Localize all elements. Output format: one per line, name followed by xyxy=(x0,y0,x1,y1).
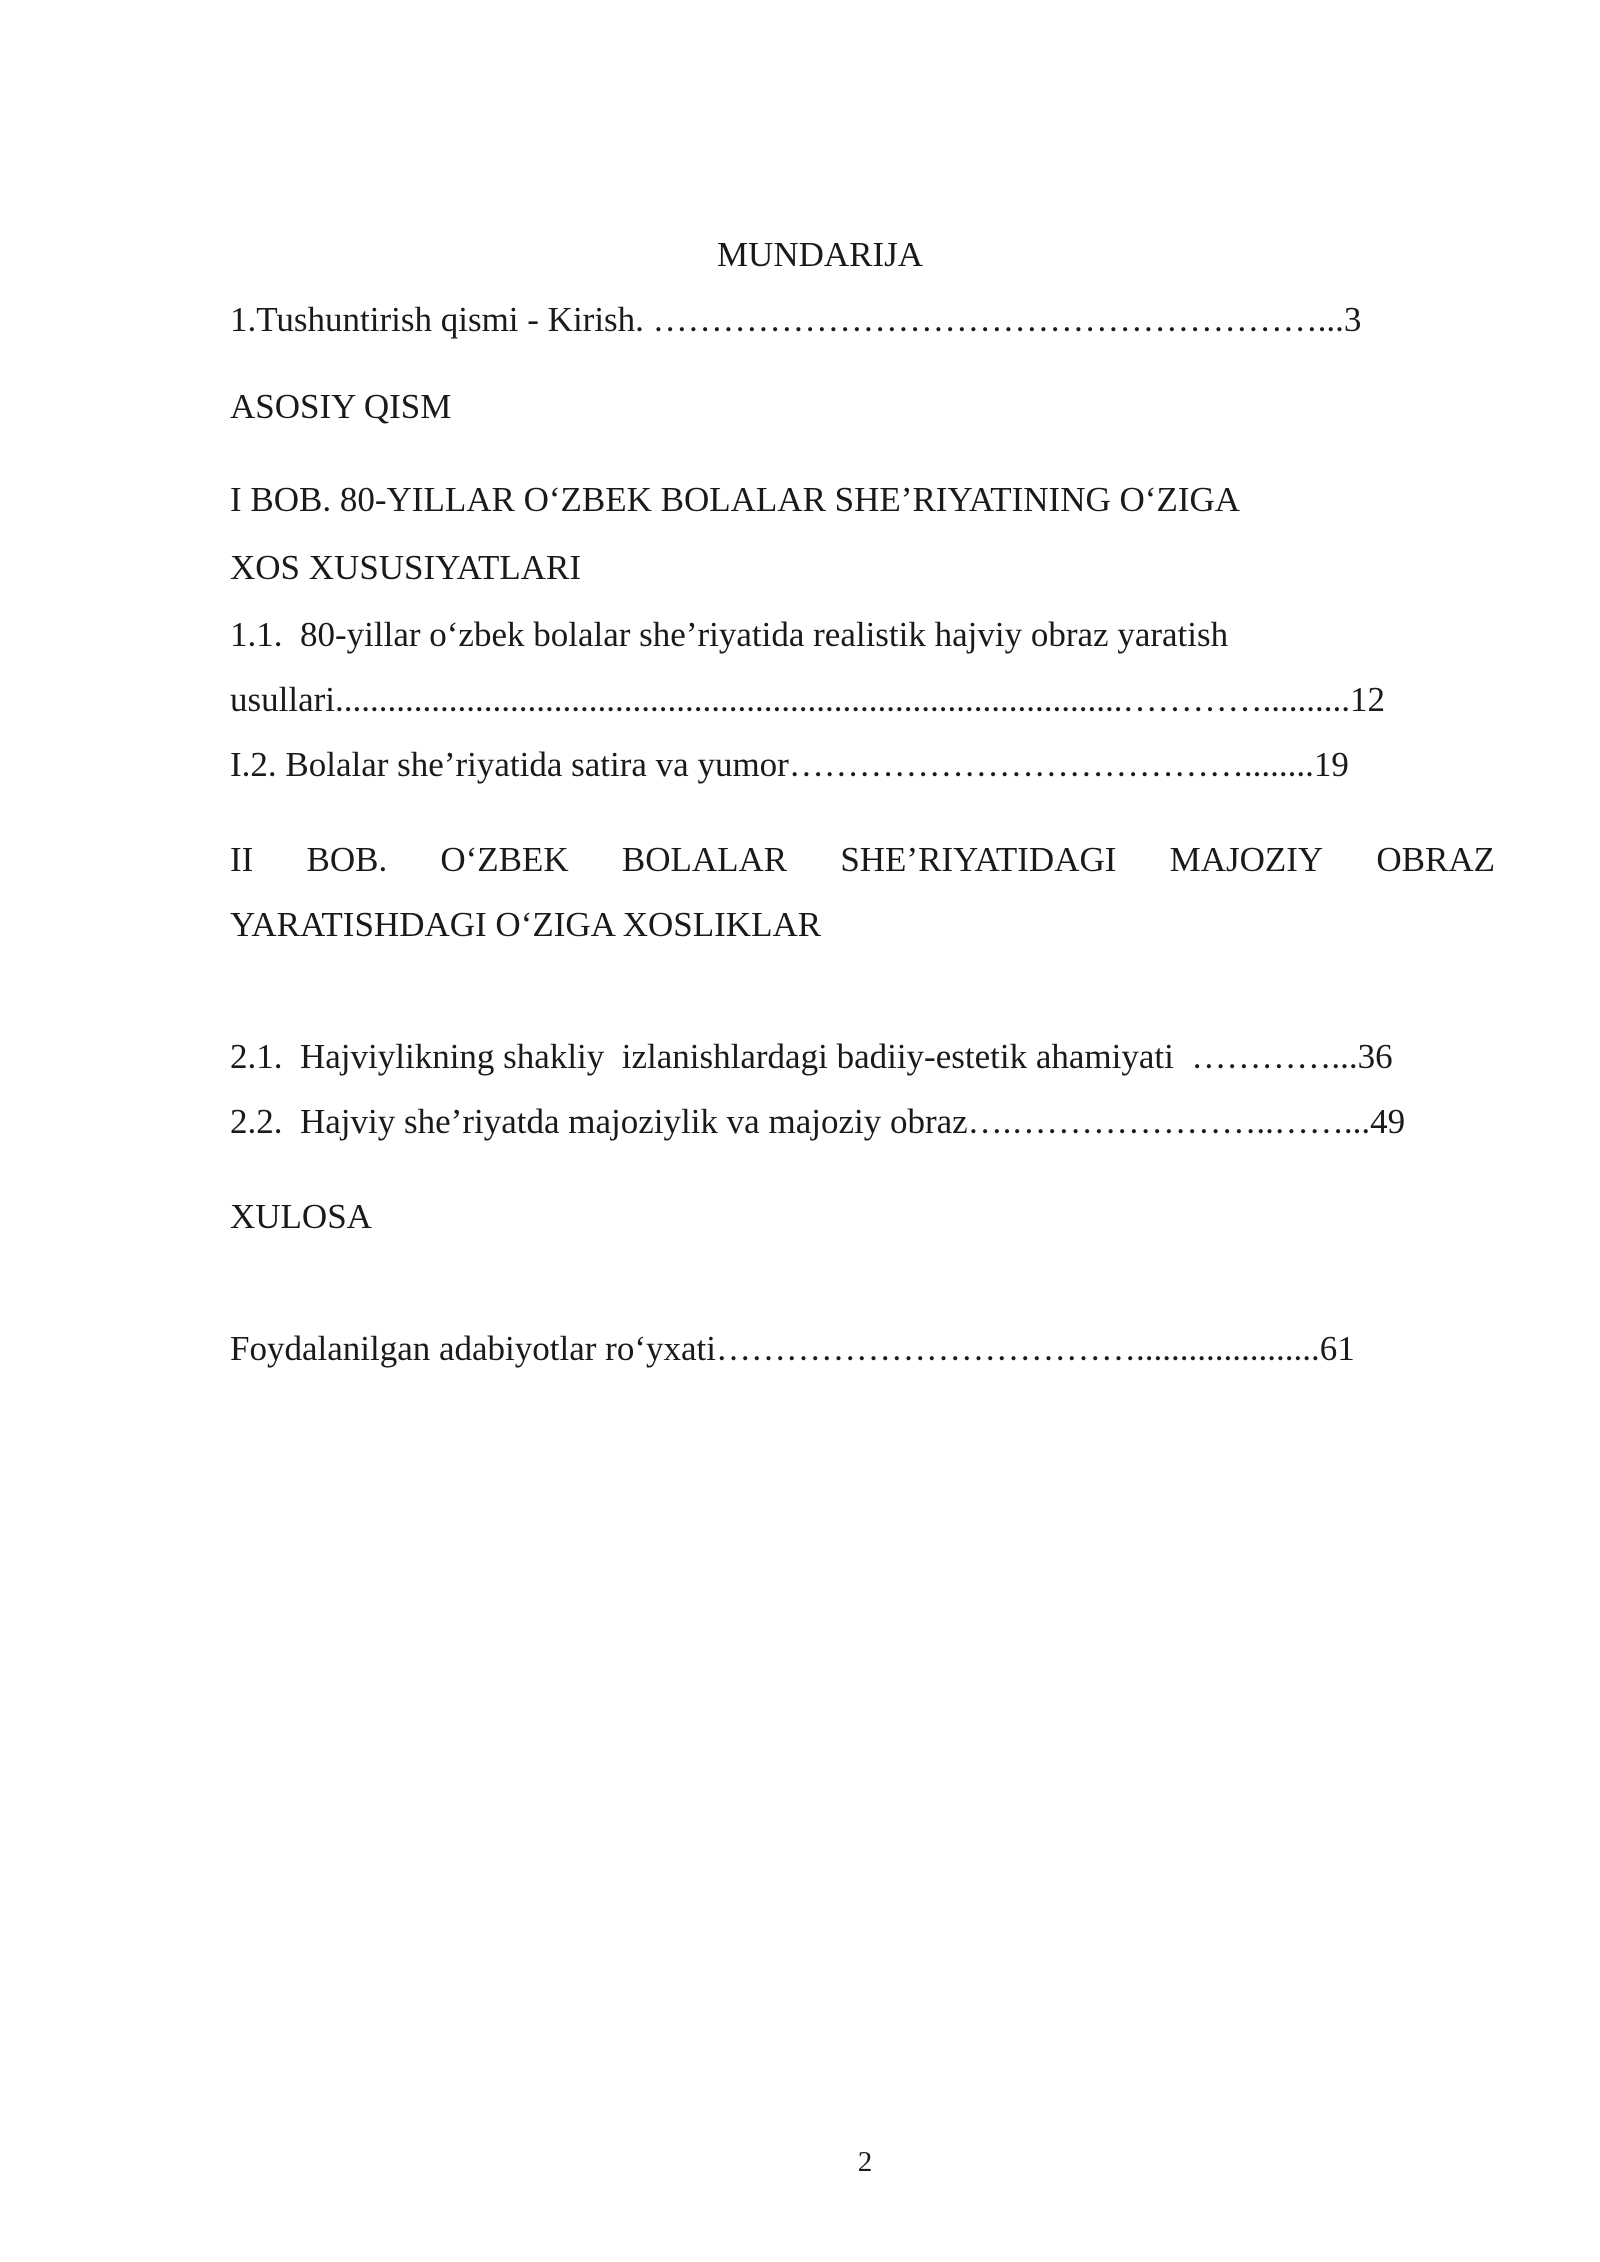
toc-entry-2-2: 2.2. Hajviy she’riyatda majoziylik va majoziy obraz….…………………..……...49 xyxy=(230,1102,1406,1141)
toc-heading-bob2-line1 xyxy=(230,838,1495,882)
bob2-word: BOB. xyxy=(306,840,388,879)
toc-heading-xulosa: XULOSA xyxy=(230,1197,372,1236)
toc-heading-bob1-line2: XOS XUSUSIYATLARI xyxy=(230,548,582,587)
toc-entry-2-1: 2.1. Hajviylikning shakliy izlanishlardagi badiiy-estetik ahamiyati …………...36 xyxy=(230,1037,1393,1076)
toc-entry-kirish: 1.Tushuntirish qismi - Kirish. …………………………………………………...3 xyxy=(230,300,1362,339)
bob2-word: MAJOZIY xyxy=(1169,840,1324,879)
bob2-word: O‘ZBEK xyxy=(440,840,569,879)
toc-heading-asosiy-qism: ASOSIY QISM xyxy=(230,387,452,426)
bob2-word: SHE’RIYATIDAGI xyxy=(840,840,1117,879)
bob2-word: BOLALAR xyxy=(621,840,788,879)
toc-entry-1-2: I.2. Bolalar she’riyatida satira va yumor…………………………………........19 xyxy=(230,745,1349,784)
toc-entry-adabiyotlar: Foydalanilgan adabiyotlar ro‘yxati……………………………….....................61 xyxy=(230,1329,1355,1368)
bob2-word: OBRAZ xyxy=(1376,840,1495,879)
page-number: 2 xyxy=(857,2146,873,2178)
bob2-word: II xyxy=(230,840,254,879)
toc-entry-1-1-line2: usullari..........................................................................................…………..........12 xyxy=(230,680,1385,719)
toc-entry-1-1-line1: 1.1. 80-yillar o‘zbek bolalar she’riyatida realistik hajviy obraz yaratish xyxy=(230,615,1229,654)
page-title: MUNDARIJA xyxy=(716,235,924,274)
toc-heading-bob2-line2: YARATISHDAGI O‘ZIGA XOSLIKLAR xyxy=(230,905,822,944)
toc-heading-bob1-line1: I BOB. 80-YILLAR O‘ZBEK BOLALAR SHE’RIYATINING O‘ZIGA xyxy=(230,480,1241,519)
